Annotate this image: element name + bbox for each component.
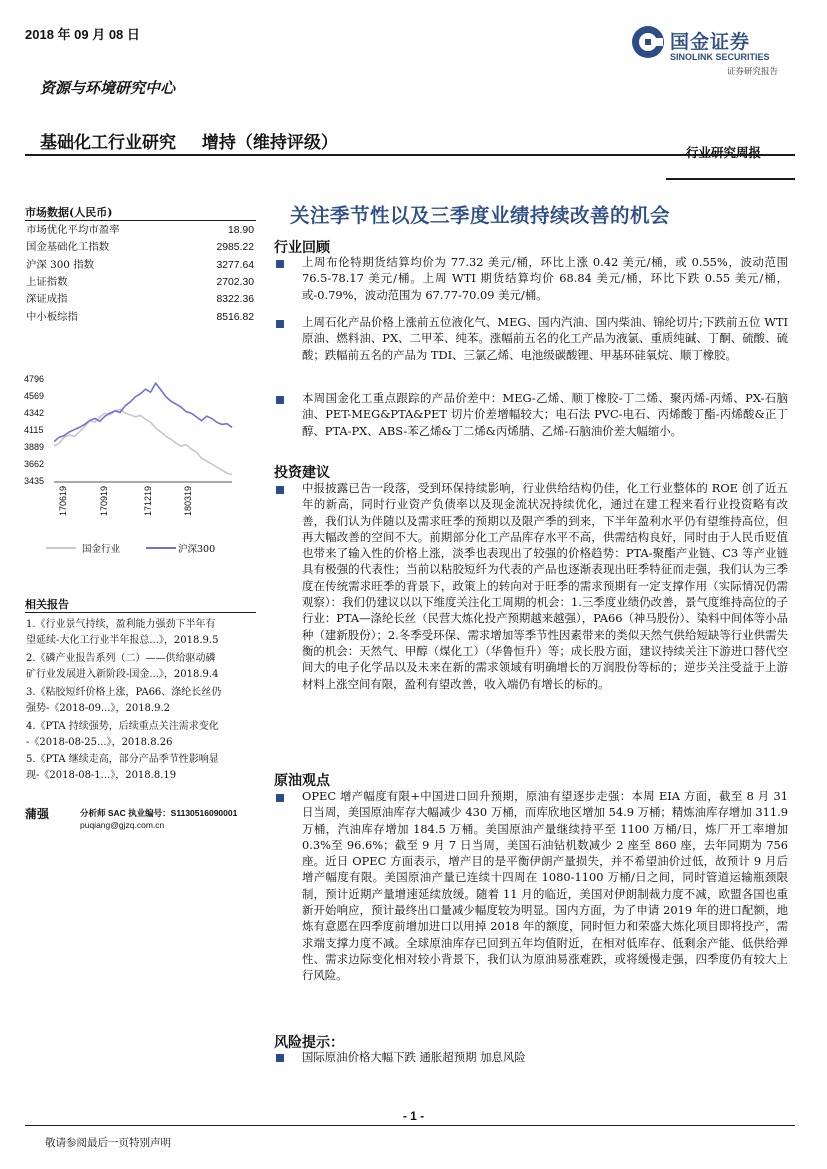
logo-sub: 证券研究报告 — [727, 67, 779, 77]
related-report-item[interactable]: 3.《粘胶短纤价格上涨，PA66、涤纶长丝仍 强势-《2018-09...》，2018.9.2 — [26, 687, 222, 715]
oil-paragraph: OPEC 增产幅度有限+中国进口回升预期，原油有望逐步走强：本周 EIA 方面，截至 8 月 31 日当周，美国原油库存大幅减少 430 万桶，而库欣地区增加 54.9 万桶；精炼油库存增加 311.9 万桶，汽油库存增加 184.5 万桶。美国原油产量继续持平至 1100 万桶/日，炼厂开工率增加 0.3%至 96.6%；截至 9 月 7 日当周，美国石油钻机数减少 2 座至 860 座，去年同期为 756 座。近日 OPEC 方面表示，增产目的是平衡伊朗产量损失，并不希望油价过低，故预计 9 月后增产幅度有限。美国原油产量已连续十四周在 1080-1100 万桶/日之间，同时管道运输瓶颈限制，预计近期产量增速延续放缓。随着 11 月的临近，美国对伊朗制裁力度不减，欧盟各国也重新开始响应，预计最终出口量减少幅度较为明显。国内方面，为了申请 2019 年的进口配额，地炼有意愿在四季度前增加进口以用掉 2018 年的额度，同时恒力和荣盛大炼化项目即将投产，需求端支撑力度不减。全球原油库存已回到五年均值附近，在相对低库存、低剩余产能、低供给弹性、需求边际变化相对较小背景下，我们认为原油易涨难跌，或将缓慢走强，四季度仍有较大上行风险。 — [302, 789, 788, 983]
x-tick-label: 170619 — [58, 485, 68, 516]
page-number: - 1 - — [402, 1109, 425, 1123]
market-row: 国金基础化工指数 2985.22 — [26, 241, 254, 253]
bullet-icon — [276, 794, 284, 802]
bullet-icon — [276, 260, 284, 268]
logo-en: SINOLINK SECURITIES — [670, 52, 770, 62]
y-tick-label: 3435 — [24, 476, 45, 486]
review-paragraph-3: 本周国金化工重点跟踪的产品价差中：MEG-乙烯、顺丁橡胶-丁二烯、聚丙烯-丙烯、PX-石脑油、PET-MEG&PTA&PET 切片价差增幅较大；电石法 PVC-电石、丙烯酸丁酯-丙烯酸&正丁醇、PTA-PX、ABS-苯乙烯&丁二烯&丙烯腈、乙烯-石脑油价差大幅缩小。 — [302, 391, 788, 438]
header-divider — [25, 154, 795, 156]
y-tick-label: 3889 — [24, 442, 45, 452]
series-line-hs300 — [54, 383, 232, 442]
review-paragraph-2: 上周石化产品价格上涨前五位液化气、MEG、国内汽油、国内柴油、锦纶切片;下跌前五位 WTI 原油、燃料油、PX、二甲苯、纯苯。涨幅前五名的化工产品为液氯、重质纯碱、丁酮、硫酸、硫酸；跌幅前五名的产品为 TDI、三氯乙烯、电池级碳酸锂、甲基环硅氧烷、顺丁橡胶。 — [302, 315, 788, 362]
related-report-item[interactable]: 5.《PTA 继续走高，部分产品季节性影响显 现-《2018-08-1...》，2018.8.19 — [26, 754, 219, 782]
index-line-chart — [54, 370, 236, 488]
legend-label-industry: 国金行业 — [82, 544, 121, 555]
x-tick-label: 170919 — [99, 485, 109, 516]
market-divider — [25, 220, 256, 221]
industry-name: 基础化工行业研究 — [40, 133, 176, 153]
analyst-sac: 分析师 SAC 执业编号：S1130516090001 — [80, 808, 238, 818]
report-date: 2018 年 09 月 08 日 — [25, 27, 140, 42]
bullet-icon — [276, 396, 284, 404]
market-row: 上证指数 2702.30 — [26, 276, 254, 288]
legend-swatch-hs300 — [146, 547, 176, 549]
disclaimer[interactable]: 敬请参阅最后一页特别声明 — [45, 1137, 171, 1149]
research-center: 资源与环境研究中心 — [40, 79, 176, 97]
y-tick-label: 4796 — [24, 374, 45, 384]
market-data-title: 市场数据(人民币) — [25, 206, 113, 219]
sinolink-logo-icon — [630, 24, 666, 60]
invest-paragraph: 中报披露已告一段落，受到环保持续影响，行业供给结构仍佳，化工行业整体的 ROE 创了近五年的新高，同时行业资产负债率以及现金流状况持续优化，通过在建工程来看行业投资略有改善，我们认为伴随以及需求旺季的预期以及限产季的到来，下半年盈利水平仍有望维持高位，但再大幅改善的空间不大。前期部分化工产品库存水平不高，供需结构良好，同时由于人民币贬值也带来了输入性的价格上涨，淡季也表现出了较强的价格趋势：PTA-聚酯产业链、C3 等产业链具有极强的代表性；当前以粘胶短纤为代表的产品也逐渐表现出旺季特征而走强，我们认为三季度在传统需求旺季的背景下，政策上的转向对于旺季的需求预期有一定支撑作用（实际情况仍需观察）：我们仍建议以以下维度关注化工周期的机会：1.三季度业绩仍改善，景气度维持高位的子行业：PTA—涤纶长丝（民营大炼化投产预期越来越强），PA66（神马股份）、染料中间体等小品种（建新股份）；2.冬季受环保、需求增加等季节性因素带来的类似天然气供给短缺等行业供需失衡的机会：天然气、甲醇（煤化工）（华鲁恒升）等；成长股方面，建议持续关注下游进口替代空间大的电子化学品以及未来在新的需求领域有明确增长的万润股份等标的；逆步关注受益于上游材料上涨空间有限，盈利有望改善，收入端仍有增长的标的。 — [302, 481, 788, 691]
y-tick-label: 3662 — [24, 459, 45, 469]
analyst-name: 蒲强 — [25, 807, 50, 821]
analyst-email[interactable]: puqiang@gjzq.com.cn — [80, 820, 165, 830]
market-row: 深证成指 8322.36 — [26, 293, 254, 305]
legend-label-hs300: 沪深300 — [178, 544, 216, 555]
footer-divider — [25, 1125, 795, 1126]
report-type: 行业研究周报 — [686, 145, 762, 160]
related-divider — [25, 612, 256, 613]
related-reports-title: 相关报告 — [25, 598, 69, 611]
y-tick-label: 4342 — [24, 408, 45, 418]
bullet-icon — [276, 320, 284, 328]
section-title-risk: 风险提示： — [274, 1035, 344, 1051]
section-title-invest: 投资建议 — [274, 465, 330, 481]
risk-paragraph: 国际原油价格大幅下跌 通胀超预期 加息风险 — [302, 1050, 526, 1064]
y-tick-label: 4569 — [24, 391, 45, 401]
rating: 增持（维持评级） — [201, 133, 338, 153]
review-paragraph-1: 上周布伦特期货结算均价为 77.32 美元/桶，环比上涨 0.42 美元/桶，或 0.55%，波动范围 76.5-78.17 美元/桶。上周 WTI 期货结算均价 68.84 美元/桶，环比下跌 0.55 美元/桶，或-0.79%，波动范围为 67.77-70.09 美元/桶。 — [302, 255, 788, 302]
series-line-industry — [54, 409, 232, 474]
market-row: 中小板综指 8516.82 — [26, 311, 254, 323]
report-title: 关注季节性以及三季度业绩持续改善的机会 — [290, 204, 671, 227]
logo-cn: 国金证券 — [670, 31, 751, 53]
bullet-icon — [276, 486, 284, 494]
x-tick-label: 171219 — [143, 485, 153, 516]
section-title-review: 行业回顾 — [274, 240, 330, 256]
related-report-item[interactable]: 2.《磷产业报告系列（二）——供给驱动磷 矿行业发展进入新阶段-国金...》，2018.9.4 — [26, 653, 219, 681]
legend-swatch-industry — [46, 547, 76, 549]
market-row: 沪深 300 指数 3277.64 — [26, 259, 254, 271]
market-row: 市场优化平均市盈率 18.90 — [26, 224, 254, 236]
y-tick-label: 4115 — [24, 425, 44, 435]
industry-title — [40, 128, 338, 153]
related-report-item[interactable]: 4.《PTA 持续强势，后续重点关注需求变化 -《2018-08-25...》，2018.8.26 — [26, 721, 219, 749]
x-tick-label: 180319 — [183, 485, 193, 516]
bullet-icon — [276, 1054, 284, 1062]
related-report-item[interactable]: 1.《行业景气持续，盈利能力强劲下半年有 望延续-大化工行业半年报总...》，2018.9.5 — [26, 619, 219, 647]
report-type-underline — [666, 178, 795, 180]
section-title-oil: 原油观点 — [274, 773, 330, 789]
